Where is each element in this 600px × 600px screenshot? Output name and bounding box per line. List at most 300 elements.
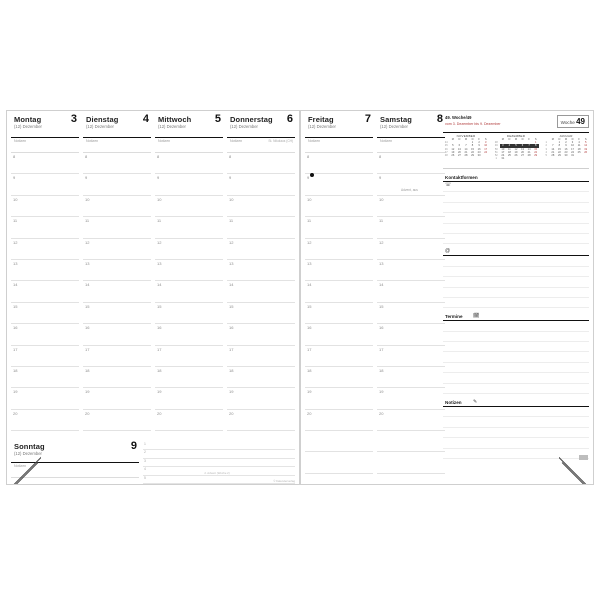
rule-line[interactable] — [443, 298, 589, 308]
hour-row[interactable] — [155, 174, 223, 195]
hour-row[interactable] — [11, 324, 79, 345]
day-number: 9 — [130, 440, 137, 452]
hour-row[interactable] — [377, 346, 445, 367]
hour-label: 16 — [13, 325, 18, 331]
mini-day: 15 — [471, 147, 474, 151]
hour-row[interactable] — [227, 260, 295, 281]
rule-line[interactable] — [443, 224, 589, 234]
mini-day: 28 — [551, 154, 555, 158]
hour-row[interactable] — [305, 367, 373, 388]
hour-row[interactable] — [11, 367, 79, 388]
hour-row[interactable] — [155, 388, 223, 409]
hour-grid[interactable] — [305, 153, 373, 474]
mini-wk: 47 — [444, 150, 448, 154]
day-header — [227, 115, 295, 138]
hour-row[interactable] — [227, 196, 295, 217]
rule-line[interactable] — [443, 352, 589, 362]
hour-row[interactable] — [83, 410, 151, 431]
mini-wk: 3 — [545, 147, 547, 151]
mini-wk: 50 — [494, 147, 498, 151]
hour-row[interactable] — [377, 324, 445, 345]
hour-row[interactable] — [305, 239, 373, 260]
hour-row[interactable] — [305, 153, 373, 174]
rule-line[interactable] — [443, 213, 589, 223]
mini-wd: M — [514, 138, 518, 141]
day-name: Mittwoch — [158, 115, 192, 124]
hour-row[interactable] — [305, 431, 373, 452]
note-right: St. Nikolaus (CH) — [268, 139, 293, 143]
hour-label: 10 — [157, 196, 162, 202]
mini-day: 31 — [571, 154, 574, 158]
mini-day: 27 — [521, 154, 524, 158]
day-column-freitag[interactable] — [305, 115, 373, 477]
day-number: 6 — [286, 113, 293, 125]
day-note-row[interactable] — [227, 138, 295, 153]
day-column-samstag[interactable] — [377, 115, 445, 477]
day-name: Montag — [14, 115, 42, 124]
hour-row[interactable] — [155, 303, 223, 324]
hour-row[interactable] — [83, 153, 151, 174]
hour-row[interactable] — [377, 196, 445, 217]
mini-wd: D — [521, 138, 524, 141]
mini-day: 8 — [532, 144, 539, 147]
hour-grid[interactable] — [377, 153, 445, 474]
mini-calendar-dezember[interactable] — [493, 134, 539, 160]
mini-day: 8 — [471, 144, 474, 148]
mini-wd: F — [528, 138, 530, 141]
note-line[interactable] — [143, 459, 295, 467]
day-number: 7 — [364, 113, 371, 125]
rule-line[interactable] — [443, 342, 589, 352]
hour-row[interactable] — [377, 281, 445, 302]
mini-wd: D — [558, 138, 561, 141]
mini-day: 19 — [514, 150, 518, 154]
hour-label: 14 — [229, 282, 234, 288]
note-label: Notizen — [86, 139, 99, 143]
rule-line[interactable] — [443, 373, 589, 383]
line-number: 3 — [144, 458, 146, 463]
hour-label: 17 — [229, 346, 234, 352]
mini-day: 26 — [514, 154, 518, 158]
mini-day: 20 — [521, 150, 524, 154]
hour-grid[interactable] — [83, 153, 151, 431]
rule-line[interactable] — [443, 417, 589, 427]
rule-line[interactable] — [443, 256, 589, 266]
day-number: 8 — [436, 113, 443, 125]
hour-label: 17 — [307, 346, 312, 352]
hour-row[interactable] — [83, 367, 151, 388]
hour-row[interactable] — [305, 174, 373, 195]
mini-wk: 52 — [494, 154, 498, 158]
day-name: Dienstag — [86, 115, 119, 124]
hour-label: 8 — [85, 154, 88, 159]
mini-day: 7 — [465, 144, 467, 148]
mini-wk: 44 — [444, 141, 448, 145]
hour-grid[interactable] — [155, 153, 223, 431]
hour-label: 9 — [157, 175, 160, 181]
hour-row[interactable] — [11, 153, 79, 174]
hour-row[interactable] — [305, 452, 373, 473]
mini-day: 28 — [527, 154, 531, 158]
day-subtitle: (12) Dezember — [14, 451, 42, 456]
rule-line[interactable] — [443, 384, 589, 394]
hour-row[interactable] — [83, 196, 151, 217]
mini-calendar-november[interactable] — [443, 134, 489, 157]
mini-day: 21 — [464, 150, 468, 154]
mini-day: 17 — [501, 150, 505, 154]
hour-row[interactable] — [377, 367, 445, 388]
day-column-montag[interactable] — [11, 115, 79, 435]
rule-line[interactable] — [443, 203, 589, 213]
hour-label: 18 — [229, 367, 234, 373]
line-number: 1 — [144, 442, 146, 446]
hour-row[interactable] — [305, 324, 373, 345]
mini-day: 23 — [477, 150, 481, 154]
hour-row[interactable] — [377, 452, 445, 473]
mini-day: 12 — [451, 147, 455, 151]
hour-row[interactable] — [377, 410, 445, 431]
rule-line[interactable] — [443, 321, 589, 331]
rule-line[interactable] — [443, 234, 589, 244]
mini-wd: M — [551, 138, 554, 141]
mini-wk: 5 — [545, 154, 547, 158]
hour-row[interactable] — [83, 174, 151, 195]
rule-line[interactable] — [443, 332, 589, 342]
hour-row[interactable] — [155, 217, 223, 238]
footnote-center: 2. Advent (Woche 2) — [204, 471, 230, 475]
hour-label: 19 — [307, 389, 312, 395]
hour-label: 18 — [13, 367, 18, 373]
hour-row[interactable] — [155, 239, 223, 260]
hour-label: 9 — [85, 175, 88, 181]
day-name: Sonntag — [14, 442, 45, 451]
mini-day: 4 — [506, 144, 513, 147]
day-note-row[interactable] — [377, 138, 445, 153]
hour-grid[interactable] — [11, 153, 79, 431]
hour-label: 12 — [85, 239, 90, 245]
section-lines-kontaktformen[interactable] — [443, 182, 589, 244]
hour-label: 8 — [379, 154, 382, 159]
mini-day: 4 — [578, 141, 580, 145]
hour-row[interactable] — [377, 260, 445, 281]
mini-wd: M — [464, 138, 468, 141]
mini-day: 26 — [584, 150, 588, 154]
mini-day: 6 — [458, 144, 461, 148]
hour-label: 17 — [379, 346, 384, 352]
mini-day: 29 — [534, 154, 538, 158]
day-subtitle: (12) Dezember — [158, 124, 186, 129]
mini-day: 5 — [513, 144, 520, 147]
mini-day: 16 — [477, 147, 481, 151]
mini-day: 15 — [534, 147, 538, 151]
section-label: Kontaktformen — [445, 175, 478, 180]
hour-row[interactable] — [83, 303, 151, 324]
hour-row[interactable] — [11, 260, 79, 281]
hour-row[interactable] — [377, 303, 445, 324]
rule-line[interactable] — [443, 277, 589, 287]
week-number: 49 — [576, 117, 585, 126]
hour-row[interactable] — [83, 281, 151, 302]
note-label: Notizen — [230, 139, 243, 143]
hour-label: 8 — [229, 154, 232, 159]
page-corner-fold-left — [7, 450, 41, 484]
hour-label: 12 — [229, 239, 234, 245]
day-subtitle: (12) Dezember — [86, 124, 114, 129]
mini-day: 22 — [534, 150, 538, 154]
rule-line[interactable] — [443, 267, 589, 277]
note-line[interactable] — [143, 442, 295, 450]
hour-row[interactable] — [227, 153, 295, 174]
mini-calendar-januar[interactable] — [543, 134, 589, 157]
hour-label: 11 — [307, 218, 312, 224]
hour-row[interactable] — [305, 260, 373, 281]
mini-wd: M — [564, 138, 568, 141]
hour-label: 19 — [157, 389, 162, 395]
hour-label: 20 — [157, 410, 162, 416]
hour-label: 17 — [157, 346, 162, 352]
hour-row[interactable] — [377, 431, 445, 452]
mini-wd: D — [571, 138, 574, 141]
mini-day: 29 — [557, 154, 561, 158]
hour-label: 14 — [379, 282, 384, 288]
mini-day: 21 — [551, 150, 555, 154]
mini-day: 14 — [551, 147, 555, 151]
hour-label: 20 — [379, 410, 384, 416]
mini-wd: F — [478, 138, 480, 141]
mini-day: 1 — [471, 141, 474, 145]
section-kontaktformen — [443, 169, 589, 182]
hour-row[interactable] — [305, 196, 373, 217]
rule-line[interactable] — [443, 288, 589, 298]
mini-day: 10 — [484, 144, 488, 148]
hour-label: 10 — [85, 196, 90, 202]
mini-day: 26 — [451, 154, 455, 158]
mini-day: 16 — [564, 147, 568, 151]
day-subtitle: (12) Dezember — [230, 124, 258, 129]
hour-row[interactable] — [227, 324, 295, 345]
week-title: 49. Woche/49 — [445, 115, 472, 120]
hour-row[interactable] — [227, 303, 295, 324]
hour-grid[interactable] — [227, 153, 295, 431]
mini-day: 7 — [552, 144, 554, 148]
hour-label: 11 — [157, 218, 162, 224]
mini-wk: 1 — [545, 141, 547, 145]
rule-line[interactable] — [443, 192, 589, 202]
day-note-row[interactable] — [11, 138, 79, 153]
hour-row[interactable] — [377, 174, 445, 195]
hour-row[interactable] — [305, 410, 373, 431]
note-label: Notizen — [158, 139, 171, 143]
mini-day: 5 — [452, 144, 454, 148]
mini-day: 22 — [471, 150, 474, 154]
hour-label: 11 — [85, 218, 90, 224]
day-column-dienstag[interactable] — [83, 115, 151, 435]
hour-label: 19 — [379, 389, 384, 395]
rule-line[interactable] — [443, 363, 589, 373]
hour-label: 11 — [13, 218, 18, 224]
mini-day: 17 — [484, 147, 488, 151]
day-name: Donnerstag — [230, 115, 273, 124]
hour-row[interactable] — [11, 239, 79, 260]
mini-day: 24 — [501, 154, 505, 158]
hour-row[interactable] — [377, 217, 445, 238]
mini-day — [582, 154, 589, 157]
mini-wd: D — [471, 138, 474, 141]
hour-label: 15 — [85, 303, 90, 309]
hour-row[interactable] — [377, 153, 445, 174]
rule-line[interactable] — [443, 407, 589, 417]
rule-line[interactable] — [443, 182, 589, 192]
hour-label: 14 — [307, 282, 312, 288]
note-line[interactable] — [143, 450, 295, 458]
hour-row[interactable] — [11, 174, 79, 195]
hour-label: 12 — [307, 239, 312, 245]
hour-label: 15 — [13, 303, 18, 309]
hour-label: 17 — [85, 346, 90, 352]
hour-row[interactable] — [305, 303, 373, 324]
hour-row[interactable] — [227, 174, 295, 195]
hour-label: 15 — [229, 303, 234, 309]
mini-day: 24 — [484, 150, 488, 154]
mini-wk: 45 — [444, 144, 448, 148]
hour-row[interactable] — [227, 239, 295, 260]
day-header — [155, 115, 223, 138]
hour-row[interactable] — [83, 217, 151, 238]
mini-grid — [543, 138, 589, 157]
hour-row[interactable] — [155, 196, 223, 217]
mini-day: 10 — [501, 147, 505, 151]
hour-label: 16 — [307, 325, 312, 331]
mini-day: 3 — [571, 141, 574, 145]
hour-row[interactable] — [227, 367, 295, 388]
mini-wd: S — [484, 138, 487, 141]
hour-row[interactable] — [83, 260, 151, 281]
hour-row[interactable] — [227, 281, 295, 302]
hour-label: 13 — [229, 260, 234, 266]
hour-row[interactable] — [155, 324, 223, 345]
mini-day: 12 — [584, 144, 588, 148]
hour-row[interactable] — [155, 367, 223, 388]
mini-day: 24 — [571, 150, 574, 154]
mini-day: 10 — [571, 144, 574, 148]
hour-row[interactable] — [377, 388, 445, 409]
hour-label: 18 — [307, 367, 312, 373]
note-label: Notizen — [380, 139, 393, 143]
hour-row[interactable] — [11, 217, 79, 238]
mini-day: 14 — [527, 147, 531, 151]
day-note-row[interactable] — [155, 138, 223, 153]
section-lines-email[interactable] — [443, 256, 589, 308]
hour-label: 10 — [229, 196, 234, 202]
hour-row[interactable] — [11, 303, 79, 324]
mini-day: 29 — [471, 154, 474, 158]
hour-row[interactable] — [11, 346, 79, 367]
section-termine — [443, 308, 589, 321]
hour-row[interactable] — [83, 239, 151, 260]
hour-label: 18 — [157, 367, 162, 373]
hour-label: 20 — [85, 410, 90, 416]
mini-grid — [493, 138, 539, 160]
hour-label: 17 — [13, 346, 18, 352]
mini-day: 28 — [464, 154, 468, 158]
mini-wd: S — [534, 138, 537, 141]
hour-label: 11 — [229, 218, 234, 224]
mini-wd: D — [508, 138, 511, 141]
hour-row[interactable] — [83, 388, 151, 409]
hour-label: 20 — [13, 410, 18, 416]
section-lines-termine[interactable] — [443, 321, 589, 394]
hour-row[interactable] — [305, 281, 373, 302]
note-line[interactable] — [143, 476, 295, 484]
hour-row[interactable] — [155, 281, 223, 302]
day-column-mittwoch[interactable] — [155, 115, 223, 435]
hour-row[interactable] — [83, 324, 151, 345]
day-name: Samstag — [380, 115, 412, 124]
rule-line[interactable] — [443, 428, 589, 438]
hour-row[interactable] — [227, 388, 295, 409]
hour-row[interactable] — [227, 217, 295, 238]
hour-row[interactable] — [11, 196, 79, 217]
hour-label: 12 — [157, 239, 162, 245]
day-subtitle: (12) Dezember — [14, 124, 42, 129]
mini-day: 15 — [557, 147, 561, 151]
hour-label: 15 — [157, 303, 162, 309]
hour-row[interactable] — [377, 239, 445, 260]
day-note-row[interactable] — [305, 138, 373, 153]
mini-day: 27 — [457, 154, 461, 158]
hour-row[interactable] — [155, 260, 223, 281]
hour-row[interactable] — [11, 410, 79, 431]
mini-title: NOVEMBER — [456, 134, 476, 138]
mini-day: 17 — [571, 147, 574, 151]
pencil-icon: ✎ — [473, 399, 478, 406]
hour-label: 8 — [307, 154, 310, 159]
hour-label: 18 — [85, 367, 90, 373]
hour-row[interactable] — [155, 410, 223, 431]
mini-wk: 46 — [444, 147, 448, 151]
hour-row[interactable] — [11, 388, 79, 409]
rule-line[interactable] — [443, 438, 589, 448]
hour-label: 9 — [13, 175, 16, 181]
mini-wd: D — [458, 138, 461, 141]
mini-wk: 4 — [545, 150, 547, 154]
day-note-row[interactable] — [83, 138, 151, 153]
mini-day: 11 — [508, 147, 511, 151]
hour-row[interactable] — [227, 346, 295, 367]
week-number-box — [557, 115, 589, 128]
hour-row[interactable] — [305, 388, 373, 409]
mini-wk: 49 — [494, 144, 498, 148]
hour-row[interactable] — [155, 153, 223, 174]
hour-row[interactable] — [11, 281, 79, 302]
hour-label: 9 — [229, 175, 232, 181]
right-page — [300, 110, 594, 485]
hour-row[interactable] — [305, 217, 373, 238]
mini-day: 25 — [577, 150, 581, 154]
day-column-donnerstag[interactable] — [227, 115, 295, 435]
advent-marker-icon — [310, 173, 314, 177]
mini-wd: M — [451, 138, 454, 141]
hour-row[interactable] — [83, 346, 151, 367]
hour-row[interactable] — [305, 346, 373, 367]
hour-label: 9 — [379, 175, 382, 181]
section-label: Notizen — [445, 400, 462, 406]
mini-wk: 51 — [494, 150, 498, 154]
section-label: Termine — [445, 314, 463, 320]
mini-day: 18 — [507, 150, 511, 154]
hour-row[interactable] — [227, 410, 295, 431]
hour-row[interactable] — [155, 346, 223, 367]
